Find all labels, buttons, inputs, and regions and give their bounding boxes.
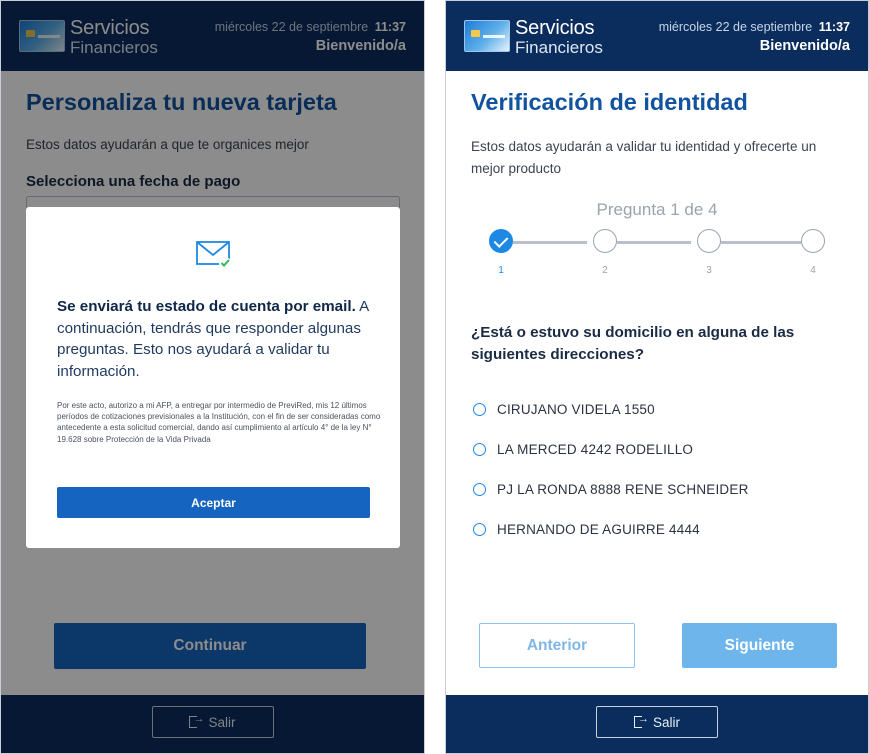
step-number: 1 (498, 265, 504, 276)
address-option[interactable] (473, 469, 853, 509)
address-options (473, 389, 853, 549)
header-date: miércoles 22 de septiembre (214, 20, 369, 34)
brand-logo (464, 18, 603, 56)
radio-button[interactable] (473, 403, 486, 416)
header-time: 11:37 (374, 20, 406, 34)
address-option[interactable] (473, 509, 853, 549)
question-text: ¿Está o estuvo su domicilio en alguna de las siguientes direcciones? (471, 324, 795, 363)
payment-date-label: Selecciona una fecha de pago (26, 173, 241, 190)
brand-name-line1: Servicios (70, 17, 150, 39)
step-2-circle-icon (593, 229, 617, 253)
welcome-text: Bienvenido/a (759, 38, 850, 54)
step-connector (513, 241, 587, 244)
exit-label: Salir (208, 714, 236, 730)
card-logo-icon (464, 20, 510, 52)
brand-name-line2: Financieros (515, 38, 603, 57)
radio-button[interactable] (473, 523, 486, 536)
app-header (446, 1, 868, 71)
option-label: CIRUJANO VIDELA 1550 (497, 401, 655, 417)
next-button[interactable]: Siguiente (682, 623, 837, 668)
step-4-circle-icon (801, 229, 825, 253)
option-label: PJ LA RONDA 8888 RENE SCHNEIDER (497, 481, 749, 497)
email-statement-modal (26, 207, 400, 548)
step-connector (617, 241, 691, 244)
option-label: HERNANDO DE AGUIRRE 4444 (497, 521, 700, 537)
exit-label: Salir (652, 714, 680, 730)
page-title: Verificación de identidad (471, 89, 748, 115)
page-subtitle: Estos datos ayudarán a que te organices mejor (26, 137, 309, 152)
mail-check-icon (196, 241, 232, 269)
radio-button[interactable] (473, 483, 486, 496)
step-1-check-icon (489, 229, 513, 253)
personalize-card-screen (0, 0, 425, 754)
address-option[interactable] (473, 389, 853, 429)
option-label: LA MERCED 4242 RODELILLO (497, 441, 694, 457)
page-subtitle: Estos datos ayudarán a validar tu identidad y ofrecerte un mejor producto (471, 139, 817, 176)
identity-verification-screen (445, 0, 869, 754)
legal-disclaimer: Por este acto, autorizo a mi AFP, a entregar por intermedio de PreviRed, mis 12 últimos períodos de cotizaciones previsionales a la Institución, con el fin de ser consideradas como antecedente a esta solicitud comercial, dando así cumplimiento al artículo 4° de la ley N° 19.628 sobre Protección de la Vida Privada (57, 401, 381, 444)
app-footer (446, 695, 868, 753)
modal-bold-text: Se enviará tu estado de cuenta por email. (57, 298, 356, 315)
brand-name-line1: Servicios (515, 17, 595, 39)
modal-body-text: A continuación, tendrás que responder algunas preguntas. Esto nos ayudará a validar tu información. (57, 298, 369, 380)
brand-name-line2: Financieros (70, 38, 158, 57)
step-number: 4 (810, 265, 816, 276)
modal-message (57, 296, 379, 382)
step-3-circle-icon (697, 229, 721, 253)
step-connector (721, 241, 801, 244)
question-counter: Pregunta 1 de 4 (596, 200, 718, 219)
continue-button[interactable]: Continuar (54, 623, 366, 669)
previous-button[interactable]: Anterior (479, 623, 635, 668)
question-stepper (446, 229, 868, 281)
exit-button[interactable] (596, 706, 718, 738)
address-option[interactable] (473, 429, 853, 469)
radio-button[interactable] (473, 443, 486, 456)
accept-button[interactable]: Aceptar (57, 487, 370, 518)
header-date: miércoles 22 de septiembre (658, 20, 813, 34)
page-title: Personaliza tu nueva tarjeta (26, 89, 337, 115)
step-number: 2 (602, 265, 608, 276)
step-number: 3 (706, 265, 712, 276)
header-datetime (659, 20, 850, 34)
exit-icon (634, 716, 646, 728)
welcome-text: Bienvenido/a (315, 38, 406, 54)
header-time: 11:37 (818, 20, 850, 34)
